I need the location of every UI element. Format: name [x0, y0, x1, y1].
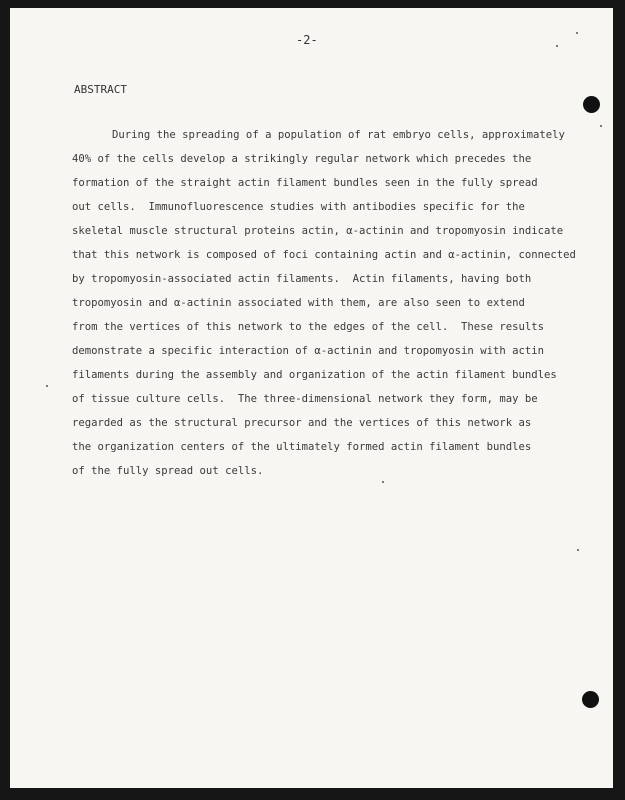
- abstract-line: During the spreading of a population of rat embryo cells, approximately: [112, 129, 565, 141]
- paper-speck: [46, 385, 48, 387]
- abstract-line: from the vertices of this network to the edges of the cell. These results: [72, 321, 544, 333]
- paper-speck: [577, 549, 579, 551]
- abstract-line: of tissue culture cells. The three-dimensional network they form, may be: [72, 393, 538, 405]
- punch-hole: [582, 691, 599, 708]
- paper-speck: [600, 125, 602, 127]
- punch-hole: [583, 96, 600, 113]
- paper-speck: [576, 32, 578, 34]
- abstract-heading: ABSTRACT: [74, 83, 127, 96]
- abstract-line: regarded as the structural precursor and the vertices of this network as: [72, 417, 532, 429]
- abstract-line: formation of the straight actin filament bundles seen in the fully spread: [72, 177, 538, 189]
- abstract-line: that this network is composed of foci containing actin and α-actinin, connected: [72, 249, 576, 261]
- abstract-line: 40% of the cells develop a strikingly regular network which precedes the: [72, 153, 532, 165]
- abstract-line: tropomyosin and α-actinin associated with them, are also seen to extend: [72, 297, 525, 309]
- abstract-line: by tropomyosin-associated actin filaments. Actin filaments, having both: [72, 273, 532, 285]
- paper-speck: [556, 45, 558, 47]
- page-number: -2-: [296, 33, 318, 47]
- abstract-line: out cells. Immunofluorescence studies with antibodies specific for the: [72, 201, 525, 213]
- abstract-line: of the fully spread out cells.: [72, 465, 264, 477]
- abstract-line: the organization centers of the ultimately formed actin filament bundles: [72, 441, 532, 453]
- paper-speck: [382, 481, 384, 483]
- abstract-line: demonstrate a specific interaction of α-actinin and tropomyosin with actin: [72, 345, 544, 357]
- abstract-line: skeletal muscle structural proteins actin, α-actinin and tropomyosin indicate: [72, 225, 564, 237]
- abstract-line: filaments during the assembly and organization of the actin filament bundles: [72, 369, 557, 381]
